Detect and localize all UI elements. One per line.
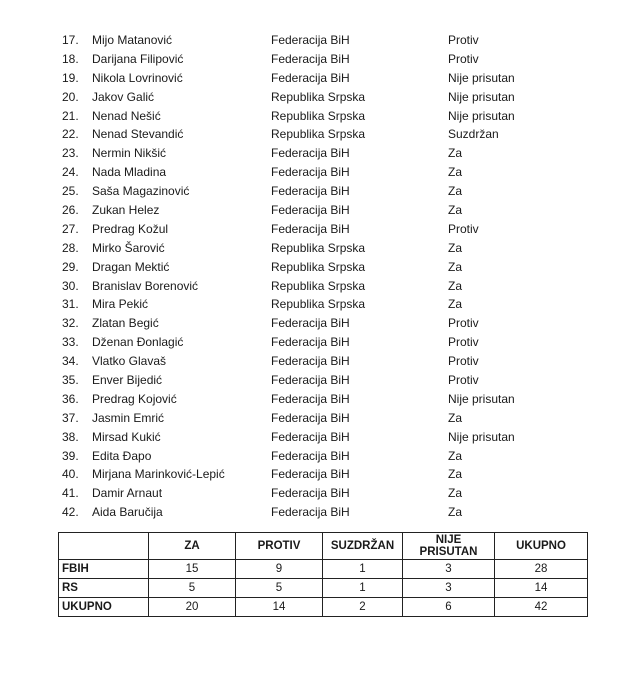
summary-cell: 5 (236, 579, 323, 598)
delegate-vote: Nije prisutan (448, 391, 515, 406)
delegate-number: 29. (62, 259, 79, 274)
delegate-vote: Protiv (448, 316, 479, 331)
delegate-entity: Federacija BiH (271, 505, 350, 520)
delegate-number: 40. (62, 467, 79, 482)
delegate-entity: Federacija BiH (271, 448, 350, 463)
summary-header-suzdrzan: SUZDRŽAN (323, 533, 403, 560)
delegate-number: 28. (62, 240, 79, 255)
vote-list (62, 31, 602, 522)
summary-header-corner (59, 533, 149, 560)
delegate-vote: Nije prisutan (448, 429, 515, 444)
summary-cell: 5 (149, 579, 236, 598)
delegate-number: 22. (62, 127, 79, 142)
delegate-number: 24. (62, 165, 79, 180)
delegate-name: Nenad Stevandić (92, 127, 184, 142)
delegate-number: 19. (62, 70, 79, 85)
delegate-entity: Federacija BiH (271, 184, 350, 199)
delegate-number: 26. (62, 203, 79, 218)
delegate-name: Jakov Galić (92, 89, 155, 104)
delegate-vote: Za (448, 505, 463, 520)
delegate-vote: Za (448, 448, 463, 463)
delegate-number: 25. (62, 184, 79, 199)
delegate-name: Nikola Lovrinović (92, 70, 183, 85)
delegate-vote: Za (448, 184, 463, 199)
delegate-entity: Republika Srpska (271, 259, 366, 274)
delegate-number: 42. (62, 505, 79, 520)
summary-cell: 42 (495, 598, 588, 617)
delegate-entity: Federacija BiH (271, 467, 350, 482)
delegate-number: 34. (62, 354, 79, 369)
vote-row (62, 390, 602, 409)
vote-row (62, 447, 602, 466)
delegate-number: 38. (62, 429, 79, 444)
vote-row (62, 88, 602, 107)
delegate-vote: Za (448, 259, 463, 274)
vote-row (62, 107, 602, 126)
delegate-name: Dženan Đonlagić (92, 335, 184, 350)
delegate-entity: Federacija BiH (271, 165, 350, 180)
delegate-number: 20. (62, 89, 79, 104)
delegate-name: Vlatko Glavaš (92, 354, 167, 369)
delegate-number: 30. (62, 278, 79, 293)
summary-row-fbih (59, 560, 588, 579)
summary-table (58, 532, 588, 617)
delegate-name: Nermin Nikšić (92, 146, 167, 161)
delegate-entity: Federacija BiH (271, 51, 350, 66)
delegate-number: 37. (62, 410, 79, 425)
vote-row (62, 503, 602, 522)
summary-cell: 28 (495, 560, 588, 579)
delegate-entity: Republika Srpska (271, 108, 366, 123)
delegate-entity: Federacija BiH (271, 33, 350, 47)
delegate-entity: Federacija BiH (271, 335, 350, 350)
delegate-vote: Nije prisutan (448, 70, 515, 85)
delegate-name: Mirko Šarović (92, 240, 165, 255)
delegate-vote: Za (448, 240, 463, 255)
vote-row (62, 163, 602, 182)
delegate-vote: Za (448, 297, 463, 312)
delegate-entity: Republika Srpska (271, 240, 366, 255)
delegate-name: Dragan Mektić (92, 259, 170, 274)
summary-header-ukupno: UKUPNO (495, 533, 588, 560)
delegate-name: Mira Pekić (92, 297, 149, 312)
vote-row (62, 201, 602, 220)
summary-cell: 1 (323, 579, 403, 598)
delegate-name: Aida Baručija (92, 505, 163, 520)
vote-row (62, 409, 602, 428)
vote-row (62, 125, 602, 144)
vote-row (62, 258, 602, 277)
vote-row (62, 182, 602, 201)
delegate-name: Enver Bijedić (92, 373, 163, 388)
delegate-name: Nenad Nešić (92, 108, 161, 123)
summary-cell: 3 (403, 579, 495, 598)
delegate-name: Mirsad Kukić (92, 429, 161, 444)
vote-row (62, 50, 602, 69)
delegate-number: 36. (62, 391, 79, 406)
delegate-entity: Federacija BiH (271, 146, 350, 161)
delegate-number: 35. (62, 373, 79, 388)
delegate-vote: Suzdržan (448, 127, 499, 142)
delegate-entity: Republika Srpska (271, 278, 366, 293)
vote-row (62, 31, 602, 50)
delegate-entity: Federacija BiH (271, 410, 350, 425)
delegate-vote: Protiv (448, 335, 479, 350)
delegate-name: Jasmin Emrić (92, 410, 165, 425)
delegate-entity: Federacija BiH (271, 429, 350, 444)
vote-row (62, 352, 602, 371)
delegate-vote: Protiv (448, 373, 479, 388)
delegate-number: 32. (62, 316, 79, 331)
vote-row (62, 239, 602, 258)
vote-row (62, 371, 602, 390)
delegate-name: Edita Đapo (92, 448, 152, 463)
vote-row (62, 428, 602, 447)
delegate-entity: Federacija BiH (271, 486, 350, 501)
delegate-name: Branislav Borenović (92, 278, 199, 293)
delegate-vote: Za (448, 467, 463, 482)
delegate-entity: Federacija BiH (271, 70, 350, 85)
delegate-name: Mijo Matanović (92, 33, 173, 47)
delegate-number: 31. (62, 297, 79, 312)
delegate-number: 18. (62, 51, 79, 66)
delegate-vote: Nije prisutan (448, 89, 515, 104)
delegate-entity: Federacija BiH (271, 316, 350, 331)
summary-row-label: RS (59, 579, 149, 598)
summary-cell: 14 (236, 598, 323, 617)
delegate-name: Predrag Kožul (92, 221, 169, 236)
delegate-vote: Protiv (448, 33, 479, 47)
vote-row (62, 277, 602, 296)
delegate-number: 17. (62, 33, 79, 47)
summary-row-label: UKUPNO (59, 598, 149, 617)
vote-row (62, 314, 602, 333)
vote-row (62, 465, 602, 484)
summary-cell: 3 (403, 560, 495, 579)
delegate-vote: Protiv (448, 51, 479, 66)
vote-row (62, 295, 602, 314)
delegate-vote: Protiv (448, 221, 479, 236)
summary-header-za: ZA (149, 533, 236, 560)
delegate-number: 21. (62, 108, 79, 123)
vote-row (62, 220, 602, 239)
summary-header-nije-prisutan: NIJE PRISUTAN (403, 533, 495, 560)
delegate-vote: Nije prisutan (448, 108, 515, 123)
delegate-entity: Federacija BiH (271, 391, 350, 406)
delegate-entity: Federacija BiH (271, 373, 350, 388)
delegate-vote: Za (448, 203, 463, 218)
summary-cell: 20 (149, 598, 236, 617)
summary-cell: 15 (149, 560, 236, 579)
delegate-name: Predrag Kojović (92, 391, 177, 406)
vote-row (62, 69, 602, 88)
delegate-vote: Za (448, 165, 463, 180)
delegate-number: 27. (62, 221, 79, 236)
summary-cell: 1 (323, 560, 403, 579)
summary-cell: 9 (236, 560, 323, 579)
delegate-number: 23. (62, 146, 79, 161)
delegate-vote: Za (448, 146, 463, 161)
summary-header-row (59, 533, 588, 560)
delegate-name: Damir Arnaut (92, 486, 163, 501)
summary-row-rs (59, 579, 588, 598)
delegate-vote: Za (448, 410, 463, 425)
summary-row-label: FBIH (59, 560, 149, 579)
delegate-name: Nada Mladina (92, 165, 167, 180)
delegate-number: 41. (62, 486, 79, 501)
summary-cell: 6 (403, 598, 495, 617)
summary-header-protiv: PROTIV (236, 533, 323, 560)
delegate-number: 39. (62, 448, 79, 463)
vote-row (62, 144, 602, 163)
delegate-entity: Federacija BiH (271, 203, 350, 218)
vote-row (62, 484, 602, 503)
delegate-entity: Republika Srpska (271, 89, 366, 104)
delegate-vote: Za (448, 278, 463, 293)
delegate-vote: Za (448, 486, 463, 501)
summary-cell: 2 (323, 598, 403, 617)
summary-cell: 14 (495, 579, 588, 598)
delegate-entity: Republika Srpska (271, 127, 366, 142)
delegate-entity: Republika Srpska (271, 297, 366, 312)
summary-row-ukupno (59, 598, 588, 617)
delegate-entity: Federacija BiH (271, 354, 350, 369)
vote-row (62, 333, 602, 352)
delegate-name: Zukan Helez (92, 203, 160, 218)
delegate-entity: Federacija BiH (271, 221, 350, 236)
delegate-name: Darijana Filipović (92, 51, 184, 66)
delegate-vote: Protiv (448, 354, 479, 369)
delegate-name: Saša Magazinović (92, 184, 190, 199)
delegate-name: Mirjana Marinković-Lepić (92, 467, 225, 482)
delegate-name: Zlatan Begić (92, 316, 159, 331)
delegate-number: 33. (62, 335, 79, 350)
